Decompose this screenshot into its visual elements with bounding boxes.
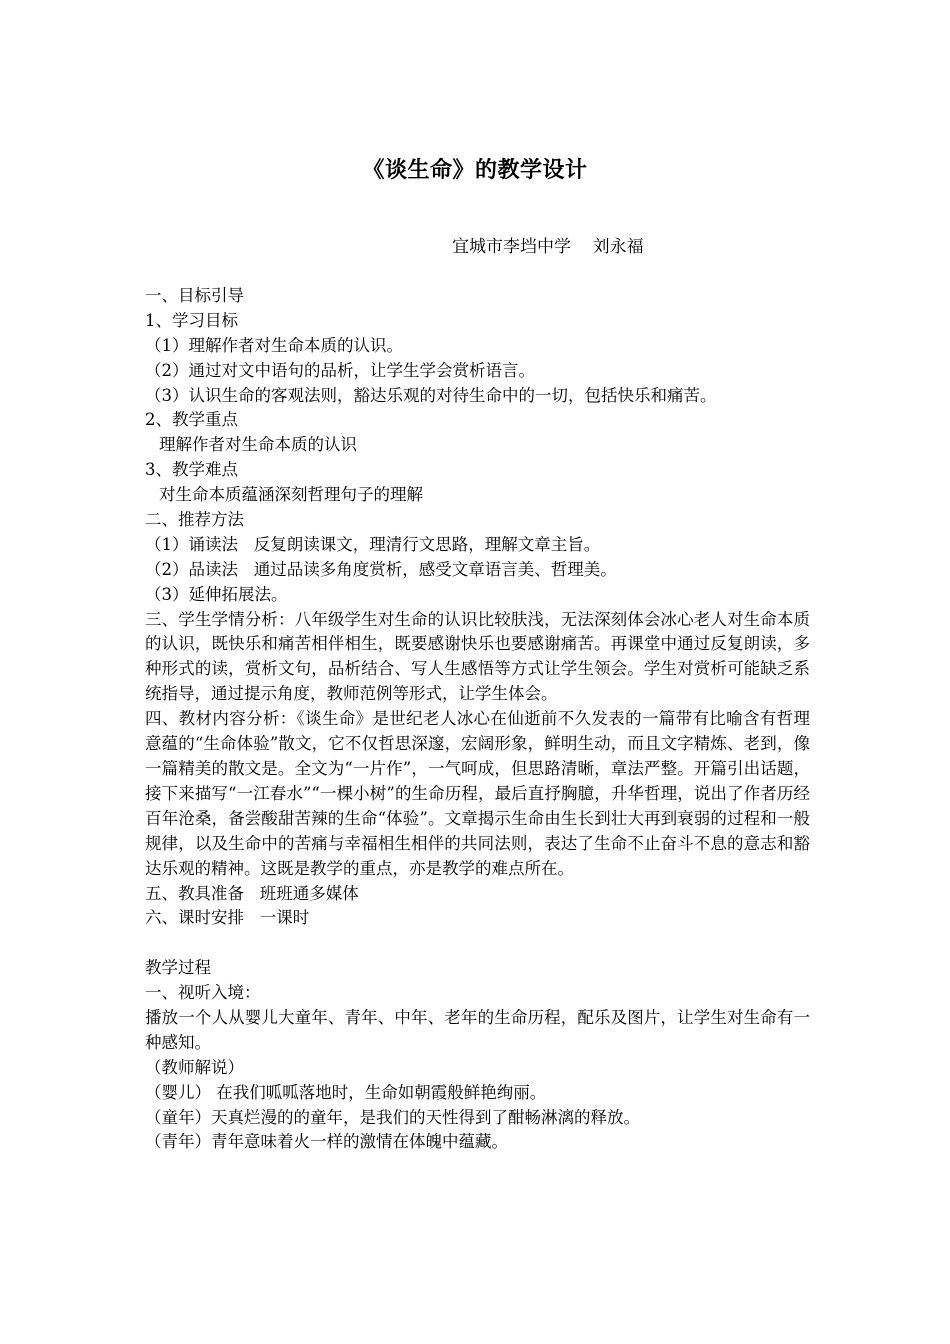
goal-item-2: （2）通过对文中语句的品析，让学生学会赏析语言。 <box>145 360 535 380</box>
schedule-line: 六、课时安排 一课时 <box>145 908 310 928</box>
method-item-3: （3）延伸拓展法。 <box>145 584 288 604</box>
youth-line: （青年）青年意味着火一样的激情在体魄中蕴藏。 <box>145 1132 508 1152</box>
narration-label: （教师解说） <box>145 1057 244 1077</box>
tools-line: 五、教具准备 班班通多媒体 <box>145 883 359 903</box>
goal-item-1: （1）理解作者对生命本质的认识。 <box>145 335 403 355</box>
document-body <box>145 284 810 1155</box>
difficulty-text: 对生命本质蕴涵深刻哲理句子的理解 <box>159 485 423 505</box>
process-heading: 教学过程 <box>145 958 211 978</box>
blank-line <box>145 931 810 956</box>
method-item-2: （2）品读法 通过品读多角度赏析，感受文章语言美、哲理美。 <box>145 559 617 579</box>
method-heading: 二、推荐方法 <box>145 510 244 530</box>
author-line: 宜城市李垱中学 刘永福 <box>452 237 644 257</box>
intro-paragraph: 播放一个人从婴儿大童年、青年、中年、老年的生命历程，配乐及图片，让学生对生命有一种感知。 <box>145 1008 810 1052</box>
goal-item-3: （3）认识生命的客观法则，豁达乐观的对待生命中的一切，包括快乐和痛苦。 <box>145 385 717 405</box>
method-item-1: （1）诵读法 反复朗读课文，理清行文思路，理解文章主旨。 <box>145 534 601 554</box>
difficulty-heading: 3、教学难点 <box>145 460 238 480</box>
student-analysis-paragraph: 三、学生学情分析：八年级学生对生命的认识比较肤浅，无法深刻体会冰心老人对生命本质的认识，既快乐和痛苦相伴相生，既要感谢快乐也要感谢痛苦。再课堂中通过反复朗读，多种形式的读，赏析文句，品析结合、写人生感悟等方式让学生领会。学生对赏析可能缺乏系统指导，通过提示角度，教师范例等形式，让学生体会。 <box>145 609 810 704</box>
infant-line: （婴儿） 在我们呱呱落地时，生命如朝霞般鲜艳绚丽。 <box>145 1082 547 1102</box>
goal-heading: 一、目标引导 <box>145 286 244 305</box>
key-point-heading: 2、教学重点 <box>145 410 238 430</box>
key-point-text: 理解作者对生命本质的认识 <box>159 435 357 455</box>
material-analysis-paragraph: 四、教材内容分析：《谈生命》是世纪老人冰心在仙逝前不久发表的一篇带有比喻含有哲理意蕴的“生命体验”散文，它不仅哲思深邃，宏阔形象，鲜明生动，而且文字精炼、老到，像一篇精美的散文是。全文为“一片作”，一气呵成，但思路清晰，章法严整。开篇引出话题，接下来描写“一江春水”“一棵小树”的生命历程，最后直抒胸臆，升华哲理，说出了作者历经百年沧桑，备尝酸甜苦辣的生命“体验”。文章揭示生命由生长到壮大再到衰弱的过程和一般规律，以及生命中的苦痛与幸福相生相伴的共同法则，表达了生命不止奋斗不息的意志和豁达乐观的精神。这既是教学的重点，亦是教学的难点所在。 <box>145 709 810 878</box>
intro-heading: 一、视听入境： <box>145 983 261 1003</box>
study-goal-heading: 1、学习目标 <box>145 310 238 330</box>
document-title: 《谈生命》的教学设计 <box>362 158 588 183</box>
childhood-line: （童年）天真烂漫的的童年，是我们的天性得到了酣畅淋漓的释放。 <box>145 1107 640 1127</box>
